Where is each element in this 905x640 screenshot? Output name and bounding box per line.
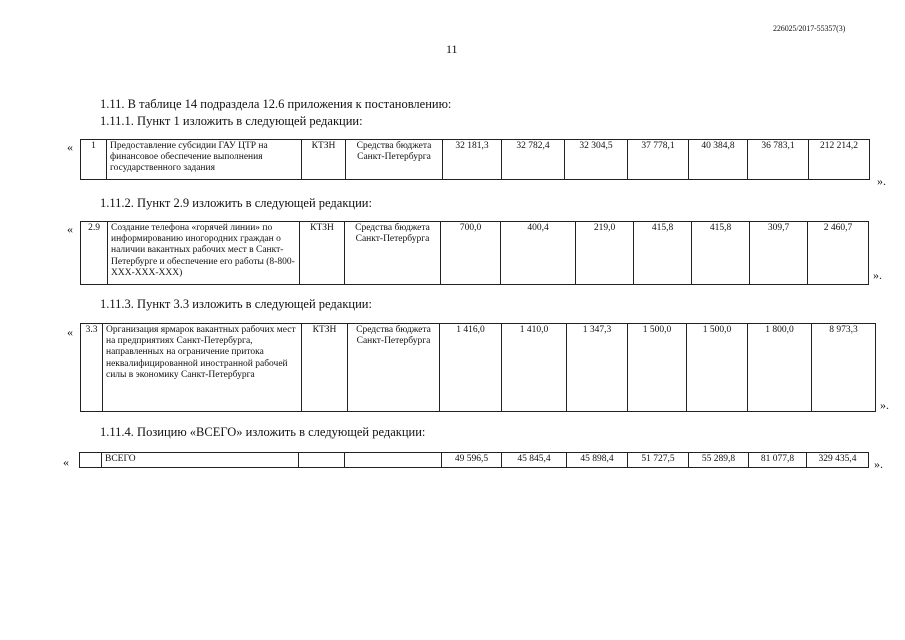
value-cell: 51 727,5 [628, 453, 689, 468]
section-heading-4: 1.11.4. Позицию «ВСЕГО» изложить в следующей редакции: [100, 425, 426, 439]
value-cell: 1 500,0 [687, 324, 748, 412]
value-cell: 329 435,4 [807, 453, 869, 468]
table-total [79, 452, 869, 468]
value-cell: 32 304,5 [565, 140, 628, 180]
open-quote-4: « [63, 455, 69, 469]
section-heading-2: 1.11.2. Пункт 2.9 изложить в следующей редакции: [100, 196, 372, 210]
close-quote-2: ». [873, 268, 882, 282]
value-cell: 36 783,1 [748, 140, 809, 180]
item-number: 2.9 [81, 222, 108, 285]
table-row [81, 324, 876, 412]
value-cell: 1 410,0 [502, 324, 567, 412]
section-heading-1: 1.11.1. Пункт 1 изложить в следующей редакции: [100, 114, 363, 128]
table-item-2-9 [80, 221, 869, 285]
table-row [81, 140, 870, 180]
value-cell: 1 800,0 [748, 324, 812, 412]
value-cell: 309,7 [750, 222, 808, 285]
intro-paragraph: 1.11. В таблице 14 подраздела 12.6 приложения к постановлению: [100, 97, 452, 111]
section-heading-3: 1.11.3. Пункт 3.3 изложить в следующей редакции: [100, 297, 372, 311]
table-item-1 [80, 139, 870, 180]
value-cell: 45 898,4 [567, 453, 628, 468]
item-name: Создание телефона «горячей линии» по информированию иногородних граждан о наличии вакантных рабочих мест в Санкт-Петербурге и обеспечение его работы (8-800-XXX-XXX-XXX) [108, 222, 300, 285]
value-cell: 1 500,0 [628, 324, 687, 412]
close-quote-1: ». [877, 174, 886, 188]
item-source [345, 453, 442, 468]
value-cell: 400,4 [501, 222, 576, 285]
value-cell: 37 778,1 [628, 140, 689, 180]
value-cell: 81 077,8 [749, 453, 807, 468]
value-cell: 45 845,4 [502, 453, 567, 468]
value-cell: 1 416,0 [440, 324, 502, 412]
value-cell: 40 384,8 [689, 140, 748, 180]
page-number: 11 [446, 42, 458, 56]
table-row [81, 222, 869, 285]
document-number: 226025/2017-55357(3) [773, 24, 846, 33]
value-cell: 8 973,3 [812, 324, 876, 412]
value-cell: 700,0 [441, 222, 501, 285]
value-cell: 415,8 [634, 222, 692, 285]
value-cell: 219,0 [576, 222, 634, 285]
value-cell: 415,8 [692, 222, 750, 285]
close-quote-4: ». [874, 457, 883, 471]
item-executor: КТЗН [300, 222, 345, 285]
item-executor: КТЗН [302, 140, 346, 180]
item-executor [299, 453, 345, 468]
item-number [80, 453, 102, 468]
value-cell: 32 782,4 [502, 140, 565, 180]
open-quote-3: « [67, 325, 73, 339]
item-name: ВСЕГО [102, 453, 299, 468]
table-row [80, 453, 869, 468]
item-number: 3.3 [81, 324, 103, 412]
value-cell: 55 289,8 [689, 453, 749, 468]
item-source: Средства бюджета Санкт-Петербурга [346, 140, 443, 180]
close-quote-3: ». [880, 398, 889, 412]
item-source: Средства бюджета Санкт-Петербурга [345, 222, 441, 285]
value-cell: 1 347,3 [567, 324, 628, 412]
open-quote-2: « [67, 222, 73, 236]
item-name: Предоставление субсидии ГАУ ЦТР на финансовое обеспечение выполнения государственного задания [107, 140, 302, 180]
item-number: 1 [81, 140, 107, 180]
item-name: Организация ярмарок вакантных рабочих мест на предприятиях Санкт-Петербурга, направленных на ограничение притока неквалифицированной иностранной рабочей силы в экономику Санкт-Петербурга [103, 324, 302, 412]
item-executor: КТЗН [302, 324, 348, 412]
open-quote-1: « [67, 140, 73, 154]
value-cell: 212 214,2 [809, 140, 870, 180]
table-item-3-3 [80, 323, 876, 412]
value-cell: 32 181,3 [443, 140, 502, 180]
value-cell: 49 596,5 [442, 453, 502, 468]
item-source: Средства бюджета Санкт-Петербурга [348, 324, 440, 412]
value-cell: 2 460,7 [808, 222, 869, 285]
